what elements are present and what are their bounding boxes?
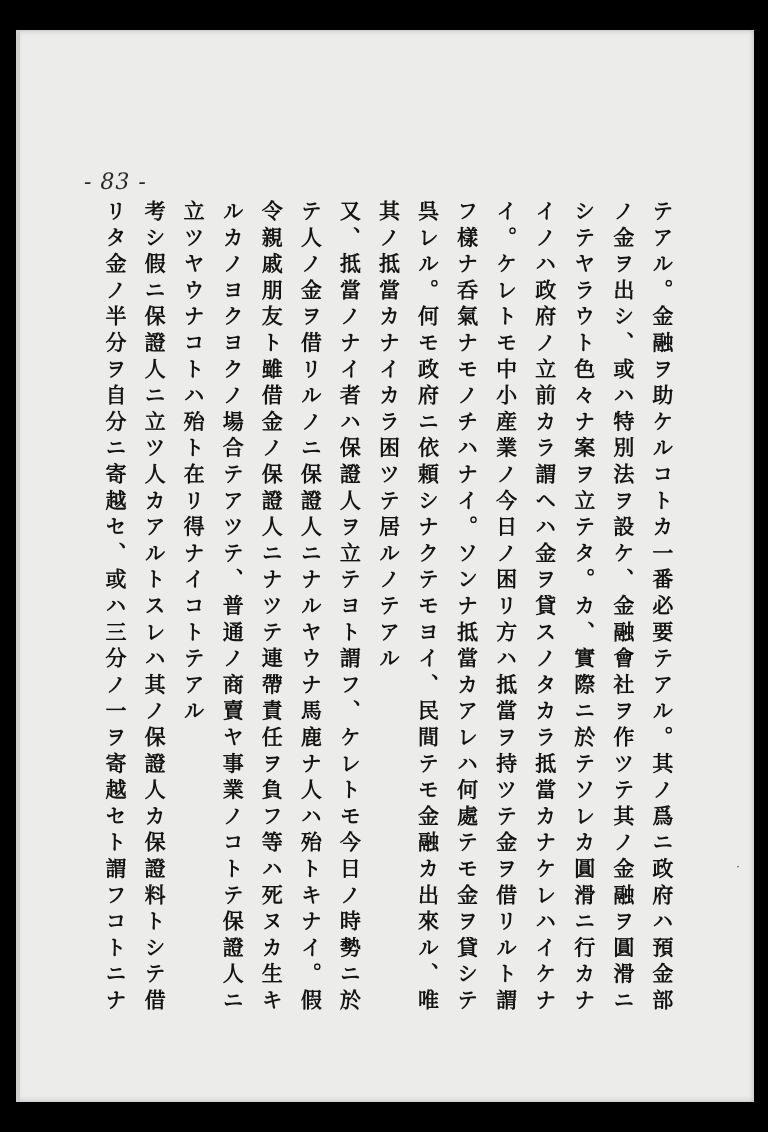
page-number: - 83 -: [84, 170, 147, 195]
text-column-9: 又、抵當ノナイ者ハ保證人ヲ立テヨト謂フ、ケレトモ今日ノ時勢ニ於: [337, 200, 363, 1016]
text-column-4: イノハ政府ノ立前カラ謂ヘハ金ヲ貸スノタカラ抵當カナケレハイケナ: [532, 200, 558, 1016]
text-column-10: テ人ノ金ヲ借リルノニ保證人ニナルヤウナ馬鹿ナ人ハ殆トキナイ。假: [298, 200, 324, 1016]
text-column-3: シテヤラウト色々ナ案ヲ立テタ。カ、實際ニ於テソレカ圓滑ニ行カナ: [571, 200, 597, 1016]
text-column-12: ルカノヨクヨクノ場合テアツテ、普通ノ商賣ヤ事業ノコトテ保證人ニ: [220, 200, 246, 1016]
text-column-7: 呉レル。何モ政府ニ依頼シナクテモヨイ、民間テモ金融カ出來ル、唯: [415, 200, 441, 1016]
margin-mark: ·: [736, 860, 740, 874]
text-column-1: テアル。金融ヲ助ケルコトカ一番必要テアル。其ノ爲ニ政府ハ預金部: [649, 200, 675, 1016]
page-edge: [16, 30, 20, 1102]
text-column-11: 令親戚朋友ト雖借金ノ保證人ニナツテ連帶責任ヲ負フ等ハ死ヌカ生キ: [259, 200, 285, 1016]
text-column-13: 立ツヤウナコトハ殆ト在リ得ナイコトテアル: [181, 200, 207, 726]
text-column-6: フ樣ナ呑氣ナモノチハナイ。ソンナ抵當カアレハ何處テモ金ヲ貸シテ: [454, 200, 480, 1016]
text-column-2: ノ金ヲ出シ、或ハ特別法ヲ設ケ、金融會社ヲ作ツテ其ノ金融ヲ圓滑ニ: [610, 200, 636, 1016]
text-column-15: リタ金ノ半分ヲ自分ニ寄越セ、或ハ三分ノ一ヲ寄越セト謂フコトニナ: [103, 200, 128, 1016]
document-page: [16, 30, 754, 1102]
vertical-text-block: [101, 200, 676, 1080]
text-column-14: 考シ假ニ保證人ニ立ツ人カアルトスレハ其ノ保證人カ保證料トシテ借: [142, 200, 168, 1016]
text-column-5: イ。ケレトモ中小産業ノ今日ノ困リ方ハ抵當ヲ持ツテ金ヲ借リルト謂: [493, 200, 519, 1016]
text-column-8: 其ノ抵當カナイカラ困ツテ居ルノテアル: [376, 200, 402, 674]
